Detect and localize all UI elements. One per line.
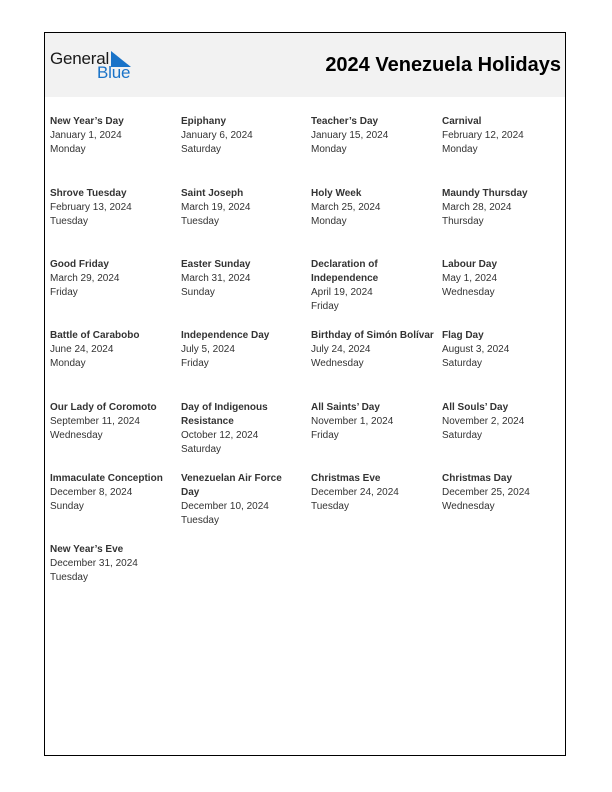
holiday-weekday: Wednesday: [311, 358, 364, 369]
holiday-date: November 2, 2024: [442, 416, 525, 427]
holiday-item: [50, 115, 178, 157]
holiday-weekday: Saturday: [442, 358, 483, 369]
holiday-name: Independence Day: [181, 330, 270, 341]
holiday-date: June 24, 2024: [50, 344, 114, 355]
holiday-item: [50, 187, 178, 229]
holiday-name: Easter Sunday: [181, 259, 251, 270]
holiday-item: [181, 329, 309, 371]
holiday-name: Venezuelan Air Force Day: [181, 473, 282, 498]
holiday-date: January 6, 2024: [181, 130, 253, 141]
holiday-name: Christmas Day: [442, 473, 513, 484]
holiday-item: [311, 401, 439, 443]
holiday-item: [311, 329, 439, 371]
holiday-date: December 8, 2024: [50, 487, 133, 498]
page-frame: [44, 32, 566, 756]
holiday-date: December 31, 2024: [50, 558, 138, 569]
holiday-weekday: Sunday: [50, 501, 84, 512]
holiday-date: January 15, 2024: [311, 130, 389, 141]
holiday-item: [311, 472, 439, 514]
holiday-weekday: Monday: [311, 216, 347, 227]
holiday-weekday: Tuesday: [181, 515, 219, 526]
holiday-date: November 1, 2024: [311, 416, 394, 427]
holiday-date: May 1, 2024: [442, 273, 498, 284]
holiday-name: Declaration of Independence: [311, 259, 379, 284]
holiday-item: [50, 401, 178, 443]
holiday-date: March 19, 2024: [181, 202, 251, 213]
holiday-weekday: Monday: [50, 358, 86, 369]
holiday-date: January 1, 2024: [50, 130, 122, 141]
header-band: [45, 33, 565, 97]
holiday-name: New Year’s Day: [50, 116, 124, 127]
holiday-item: [181, 472, 286, 528]
holiday-item: [311, 115, 439, 157]
holiday-name: Day of Indigenous Resistance: [181, 402, 268, 427]
holiday-name: Holy Week: [311, 188, 362, 199]
holiday-name: New Year’s Eve: [50, 544, 124, 555]
holiday-name: Our Lady of Coromoto: [50, 402, 157, 413]
holiday-weekday: Friday: [311, 430, 339, 441]
holiday-weekday: Saturday: [181, 444, 222, 455]
holiday-item: [50, 543, 178, 585]
holiday-weekday: Tuesday: [50, 216, 88, 227]
holiday-item: [442, 401, 570, 443]
holiday-name: All Saints’ Day: [311, 402, 380, 413]
page-title: 2024 Venezuela Holidays: [325, 54, 561, 76]
holiday-item: [442, 187, 570, 229]
holiday-weekday: Monday: [50, 144, 86, 155]
holiday-weekday: Wednesday: [50, 430, 103, 441]
holiday-name: Teacher’s Day: [311, 116, 379, 127]
logo-word-blue: Blue: [97, 63, 131, 82]
holiday-weekday: Saturday: [181, 144, 222, 155]
holiday-name: Saint Joseph: [181, 188, 244, 199]
holiday-item: [181, 258, 309, 300]
holiday-date: April 19, 2024: [311, 287, 373, 298]
holiday-item: [50, 329, 178, 371]
holiday-item: [181, 187, 309, 229]
holiday-item: [50, 472, 178, 514]
holiday-name: Flag Day: [442, 330, 484, 341]
holiday-date: July 24, 2024: [311, 344, 371, 355]
logo-word-general: General: [50, 49, 110, 68]
holiday-name: Immaculate Conception: [50, 473, 163, 484]
holiday-item: [442, 258, 570, 300]
holiday-date: December 24, 2024: [311, 487, 399, 498]
holiday-date: March 31, 2024: [181, 273, 251, 284]
holiday-weekday: Tuesday: [50, 572, 88, 583]
holiday-date: September 11, 2024: [50, 416, 140, 427]
holiday-weekday: Monday: [442, 144, 478, 155]
holiday-weekday: Thursday: [442, 216, 484, 227]
holiday-weekday: Wednesday: [442, 501, 495, 512]
holiday-date: August 3, 2024: [442, 344, 510, 355]
holiday-name: All Souls’ Day: [442, 402, 509, 413]
holiday-weekday: Friday: [50, 287, 78, 298]
holiday-item: [442, 472, 570, 514]
holiday-weekday: Tuesday: [311, 501, 349, 512]
holiday-name: Christmas Eve: [311, 473, 381, 484]
holiday-weekday: Monday: [311, 144, 347, 155]
holiday-item: [442, 115, 570, 157]
holiday-date: December 25, 2024: [442, 487, 530, 498]
holiday-name: Epiphany: [181, 116, 227, 127]
holiday-item: [311, 187, 439, 229]
holiday-date: July 5, 2024: [181, 344, 235, 355]
holiday-date: February 13, 2024: [50, 202, 132, 213]
holiday-date: October 12, 2024: [181, 430, 259, 441]
holiday-weekday: Friday: [311, 301, 339, 312]
holiday-date: December 10, 2024: [181, 501, 269, 512]
holiday-item: [311, 258, 411, 314]
holiday-weekday: Wednesday: [442, 287, 495, 298]
holiday-weekday: Saturday: [442, 430, 483, 441]
holiday-weekday: Sunday: [181, 287, 215, 298]
holiday-date: March 28, 2024: [442, 202, 512, 213]
holiday-date: March 29, 2024: [50, 273, 120, 284]
holiday-name: Maundy Thursday: [442, 188, 528, 199]
holiday-name: Labour Day: [442, 259, 498, 270]
holiday-name: Shrove Tuesday: [50, 188, 127, 199]
holiday-name: Good Friday: [50, 259, 109, 270]
holiday-weekday: Friday: [181, 358, 209, 369]
holiday-weekday: Tuesday: [181, 216, 219, 227]
holiday-item: [50, 258, 178, 300]
holiday-date: March 25, 2024: [311, 202, 381, 213]
holiday-item: [181, 115, 309, 157]
general-blue-logo: [50, 49, 140, 83]
holiday-name: Birthday of Simón Bolívar: [311, 330, 434, 341]
holiday-item: [442, 329, 570, 371]
holiday-item: [181, 401, 281, 457]
holiday-name: Battle of Carabobo: [50, 330, 140, 341]
holiday-date: February 12, 2024: [442, 130, 524, 141]
holiday-name: Carnival: [442, 116, 482, 127]
